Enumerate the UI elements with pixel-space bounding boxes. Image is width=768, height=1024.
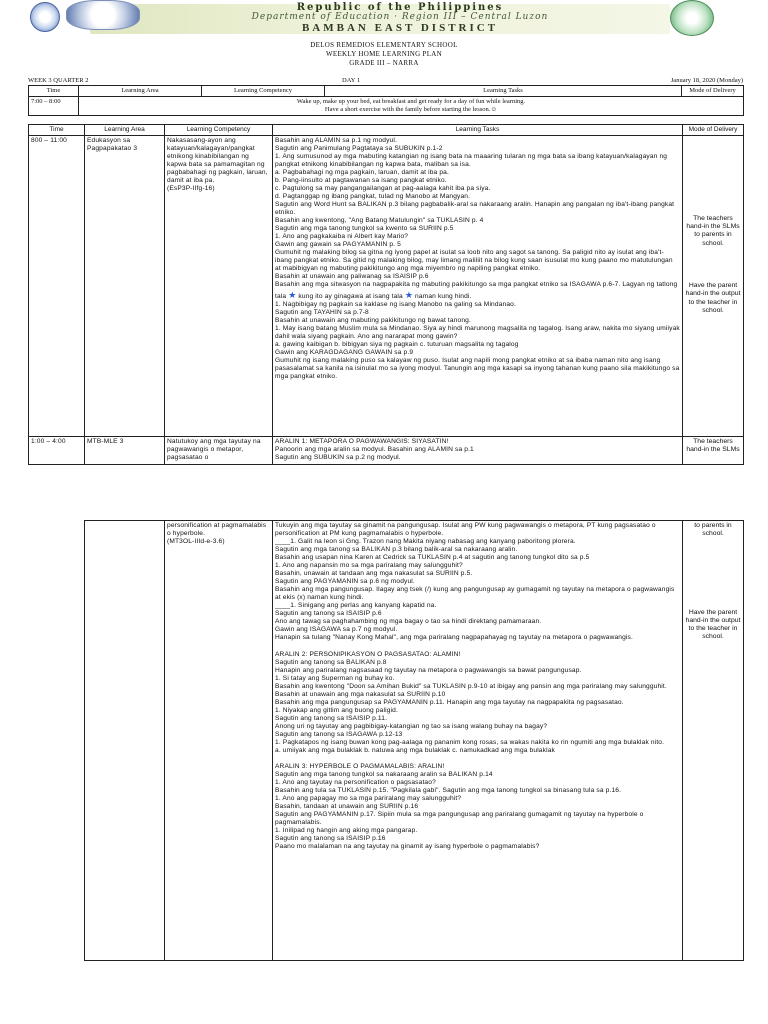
col-mode-of-delivery: Mode of Delivery	[683, 125, 744, 136]
week-quarter: WEEK 3 QUARTER 2	[28, 77, 89, 84]
banner-republic: Republic of the Philippines	[296, 2, 504, 13]
star-icon: ★	[288, 289, 297, 300]
star-icon: ★	[404, 289, 414, 300]
col-learning-area: Learning Area	[79, 86, 202, 97]
esp-area: Edukasyon sa Pagpapakatao 3	[85, 135, 165, 436]
header-banner	[30, 0, 740, 42]
mtb-mode: The teachers hand-in the SLMs	[683, 436, 744, 464]
lesson-table-continued	[84, 520, 744, 961]
esp-mode-handin: The teachers hand-in the SLMs to parents in school.	[686, 214, 740, 247]
col-learning-competency: Learning Competency	[202, 86, 325, 97]
banner-department: Department of Education · Region III – Central Luzon	[251, 12, 549, 22]
school-seal-logo	[670, 0, 714, 36]
mtb-mode-output: Have the parent hand-in the output to the teacher in school.	[685, 608, 741, 641]
mtb-tasks: ARALIN 1: METAPORA O PAGWAWANGIS: SIYASATIN! Panoorin ang mga aralin sa modyul. Basahin ang ALAMIN sa p.1 Sagutin ang SUBUKIN sa p.2 ng modyul.	[273, 436, 683, 464]
mtb-mode-handin: to parents in school.	[694, 522, 732, 538]
esp-time: 800 – 11:00	[29, 135, 85, 436]
region-seal-logo	[30, 2, 60, 32]
school-name: DELOS REMEDIOS ELEMENTARY SCHOOL	[310, 41, 458, 49]
esp-tasks-part-1: Basahin ang ALAMIN sa p.1 ng modyul. Sagutin ang Panimulang Pagtataya sa SUBUKIN p.1-2 1. Ang sumusunod ay mga mabuting katangian ng isang bata na maaaring tularan ng mga bata sa ibang katayuan/kalagayan ng pangkat etnikong kinabibilangan ng kapwa bata, maliban sa isa. a. Pagbabahagi ng mga pagkain, laruan, damit at iba pa. b. Pang-iinsulto at pagtawanan sa isang pangkat etniko. c. Pagtulong sa may pangangailangan at pag-aalaga kahit iba pa siya. d. Pagtanggap ng ibang pangkat, tulad ng Manobo at Mangyan. Sagutin ang Word Hunt sa BALIKAN p.3 bilang pagbabalik-aral sa nakaraang aralin. Hanapin ang pangalan ng iba't-ibang pangkat etniko. Basahin ang kwentong, "Ang Batang Matulungin" sa TUKLASIN p. 4 Sagutin ang mga tanong tungkol sa kwento sa SURIIN p.5 1. Ano ang pagkakaiba ni Albert kay Mario? Gawin ang gawain sa PAGYAMANIN p. 5 Gumuhit ng malaking bilog sa gitna ng iyong papel at isulat sa loob nito ang sagot sa tanong. Sa paligid nito ay isulat ang iba't-ibang pangkat etniko. Sa gitid ng malaking bilog, may limang maliliit na bilog kung saan isusulat mo kung paano mo matutulungan at mabibigyan ng mabuting pakikitungo ang mga miyembro ng napiling pangkat etniko. Basahin at unawain ang paliwanag sa ISAISIP p.6 Basahin ang mga sitwasyon na nagpapakita ng mabuting pakikitungo sa mga pangkat etniko sa ISAGAWA p.6-7. Lagyan ng tatlong tala	[275, 136, 678, 300]
col-learning-competency: Learning Competency	[165, 125, 273, 136]
routine-time: 7:00 – 8:00	[29, 96, 79, 115]
mtb-competency: Natutukoy ang mga tayutay na pagwawangis o metapor, pagsasatao o	[165, 436, 273, 464]
esp-mode	[683, 135, 744, 436]
mtb-time: 1:00 – 4:00	[29, 436, 85, 464]
plan-title: WEEKLY HOME LEARNING PLAN	[326, 50, 442, 58]
morning-routine-table	[28, 85, 744, 116]
esp-competency: Nakasasang-ayon ang katayuan/kalagayan/pangkat etnikong kinabibilangan ng kapwa bata sa pamamagitan ng pagbabahagi ng pagkain, laruan, damit at iba pa. (EsP3P-IIfg-16)	[165, 135, 273, 436]
esp-tasks-part-2: kung ito ay ginagawa at isang tala	[296, 292, 405, 300]
col-learning-tasks: Learning Tasks	[325, 86, 682, 97]
esp-mode-output: Have the parent hand-in the output to the teacher in school.	[685, 282, 741, 314]
routine-task	[79, 96, 744, 115]
col-learning-tasks: Learning Tasks	[273, 125, 683, 136]
col-time: Time	[29, 125, 85, 136]
col-mode-of-delivery: Mode of Delivery	[682, 86, 744, 97]
mtb-tasks-continued: Tukuyin ang mga tayutay sa ginamit na pangungusap. Isulat ang PW kung pagwawangis o metapora, PT kung pagsasatao o personification at PM kung pagmamalabis o hyperbole. ____1. Galit na leon si Gng. Trazon nang Makita niyang nabasag ang kanyang paboritong plorera. Sagutin ang mga tanong sa BALIKAN p.3 bilang balik-aral sa nakaraang aralin. Basahin ang usapan nina Karen at Cedrick sa TUKLASIN p.4 at sagutin ang tanong tungkol dito sa p.5 1. Ano ang napansin mo sa mga pariralang may salungguhit? Basahin, unawain at tandaan ang mga nakasulat sa SURIIN p.5. Sagutin ang PAGYAMANIN sa p.6 ng modyul. Basahin ang mga pangungusap. Ilagay ang tsek (/) kung ang pangungusap ay gumagamit ng tayutay na metapora o pagwawangis at ekis (x) naman kung hindi. ____1. Sinigang ang perlas ang kanyang kapatid na. Sagutin ang tanong sa ISAISIP p.6 Ano ang tawag sa paghahambing ng mga bagay o tao sa hindi direktang pamamaraan. Gawin ang ISAGAWA sa p.7 ng modyul. Hanapin sa tulang "Nanay Kong Mahal", ang mga pariralang nagpapahayag ng tayutay na metapora o pagwawangis. ARALIN 2: PERSONIPIKASYON O PAGSASATAO: ALAMIN! Sagutin ang tanong sa BALIKAN p.8 Hanapin ang pariralang nagsasaad ng tayutay na metapora o pagwawangis sa bawat pangungusap. 1. Si tatay ang Superman ng buhay ko. Basahin ang kwentong "Doon sa Amihan Bukid" sa TUKLASIN p.9-10 at ibigay ang pansin ang mga pariralang may salungguhit. Basahin at unawain ang mga nakasulat sa SURIIN p.10 Basahin ang mga pangungusap sa PAGYAMANIN p.11. Hanapin ang mga tayutay na nagpapakita ng pagsasatao. 1. Niyakap ang gitlim ang buong paligid. Sagutin ang tanong sa ISAISIP p.11. Anong uri ng tayutay ang pagbibigay-katangian ng tao sa isang walang buhay na bagay? Sagutin ang tanong sa ISAGAWA p.12-13 1. Pagkatapos ng isang buwan kong pag-aalaga ng pananim kong rosas, sa wakas nakita ko rin ngumiti ang mga bulaklak nito. a. umiiyak ang mga bulaklak b. natuwa ang mga bulaklak c. namukadkad ang mga bulaklak ARALIN 3: HYPERBOLE O PAGMAMALABIS: ARALIN! Sagutin ang mga tanong tungkol sa nakaraang aralin sa BALIKAN p.14 1. Ano ang tayutay na personification o pagsasatao? Basahin ang tula sa TUKLASIN p.15. "Pagkilala gabi". Sagutin ang mga tanong tungkol sa binasang tula sa p.16. 1. Ano ang papagay mo sa mga pariralang may salungguhit? Basahin, tandaan at unawain ang SURIIN p.16 Sagutin ang PAGYAMANIN p.17. Sipiin mula sa mga pangungusap ang pariralang gumagamit ng tayutay na hyperbole o pagmamalabis. 1. Inilipad ng hangin ang aking mga pangarap. Sagutin ang tanong sa ISAISIP p.16 Paano mo malalaman na ang tayutay na ginamit ay isang hyperbole o pagmamalabis?	[273, 521, 683, 961]
routine-line-2: Have a short exercise with the family before starting the lesson.☺	[324, 105, 498, 113]
deped-logo	[66, 0, 140, 30]
plan-date: January 18, 2020 (Monday)	[670, 77, 743, 84]
esp-tasks	[273, 135, 683, 436]
banner-district: BAMBAN EAST DISTRICT	[301, 22, 499, 34]
day-label: DAY 1	[342, 77, 361, 84]
col-learning-area: Learning Area	[85, 125, 165, 136]
mtb-mode-continued	[683, 521, 744, 961]
continued-area	[85, 521, 165, 961]
col-time: Time	[29, 86, 79, 97]
mtb-competency-continued: personification at pagmamalabis o hyperbole. (MT3OL-IIId-e-3.6)	[165, 521, 273, 961]
esp-tasks-part-3: naman kung hindi. 1. Nagbibigay ng pagkain sa kaklase ng isang Manobo na galing sa Mindanao. Sagutin ang TAYAHIN sa p.7-8 Basahin at unawain ang mabuting pakikitungo ng bawat tanong. 1. May isang batang Muslim mula sa Mindanao. Siya ay hindi marunong magsalita ng tagalog. Isang araw, nakita mo siyang umiiyak dahil wala siyang pagkain. Ano ang nararapat mong gawin? a. gawing kaibigan b. bibigyan siya ng pagkain c. tuturuan magsalita ng tagalog Gawin ang KARAGDAGANG GAWAIN sa p.9 Gumuhit ng isang malaking puso sa kalayaw ng puso. Isulat ang napili mong pangkat etniko at sa ibaba naman nito ang isang pasasalamat sa kanila na isinulat mo sa iyong modyul. Tanungin ang mga kasapi sa inyong tahanan kung paano sila makikitungo sa mga pangkat etniko.	[275, 292, 680, 380]
lesson-table	[28, 124, 744, 465]
mtb-area: MTB-MLE 3	[85, 436, 165, 464]
routine-line-1: Wake up, make up your bed, eat breakfast and get ready for a day of fun while learning.	[296, 97, 526, 105]
grade-section: GRADE III – NARRA	[349, 59, 419, 67]
